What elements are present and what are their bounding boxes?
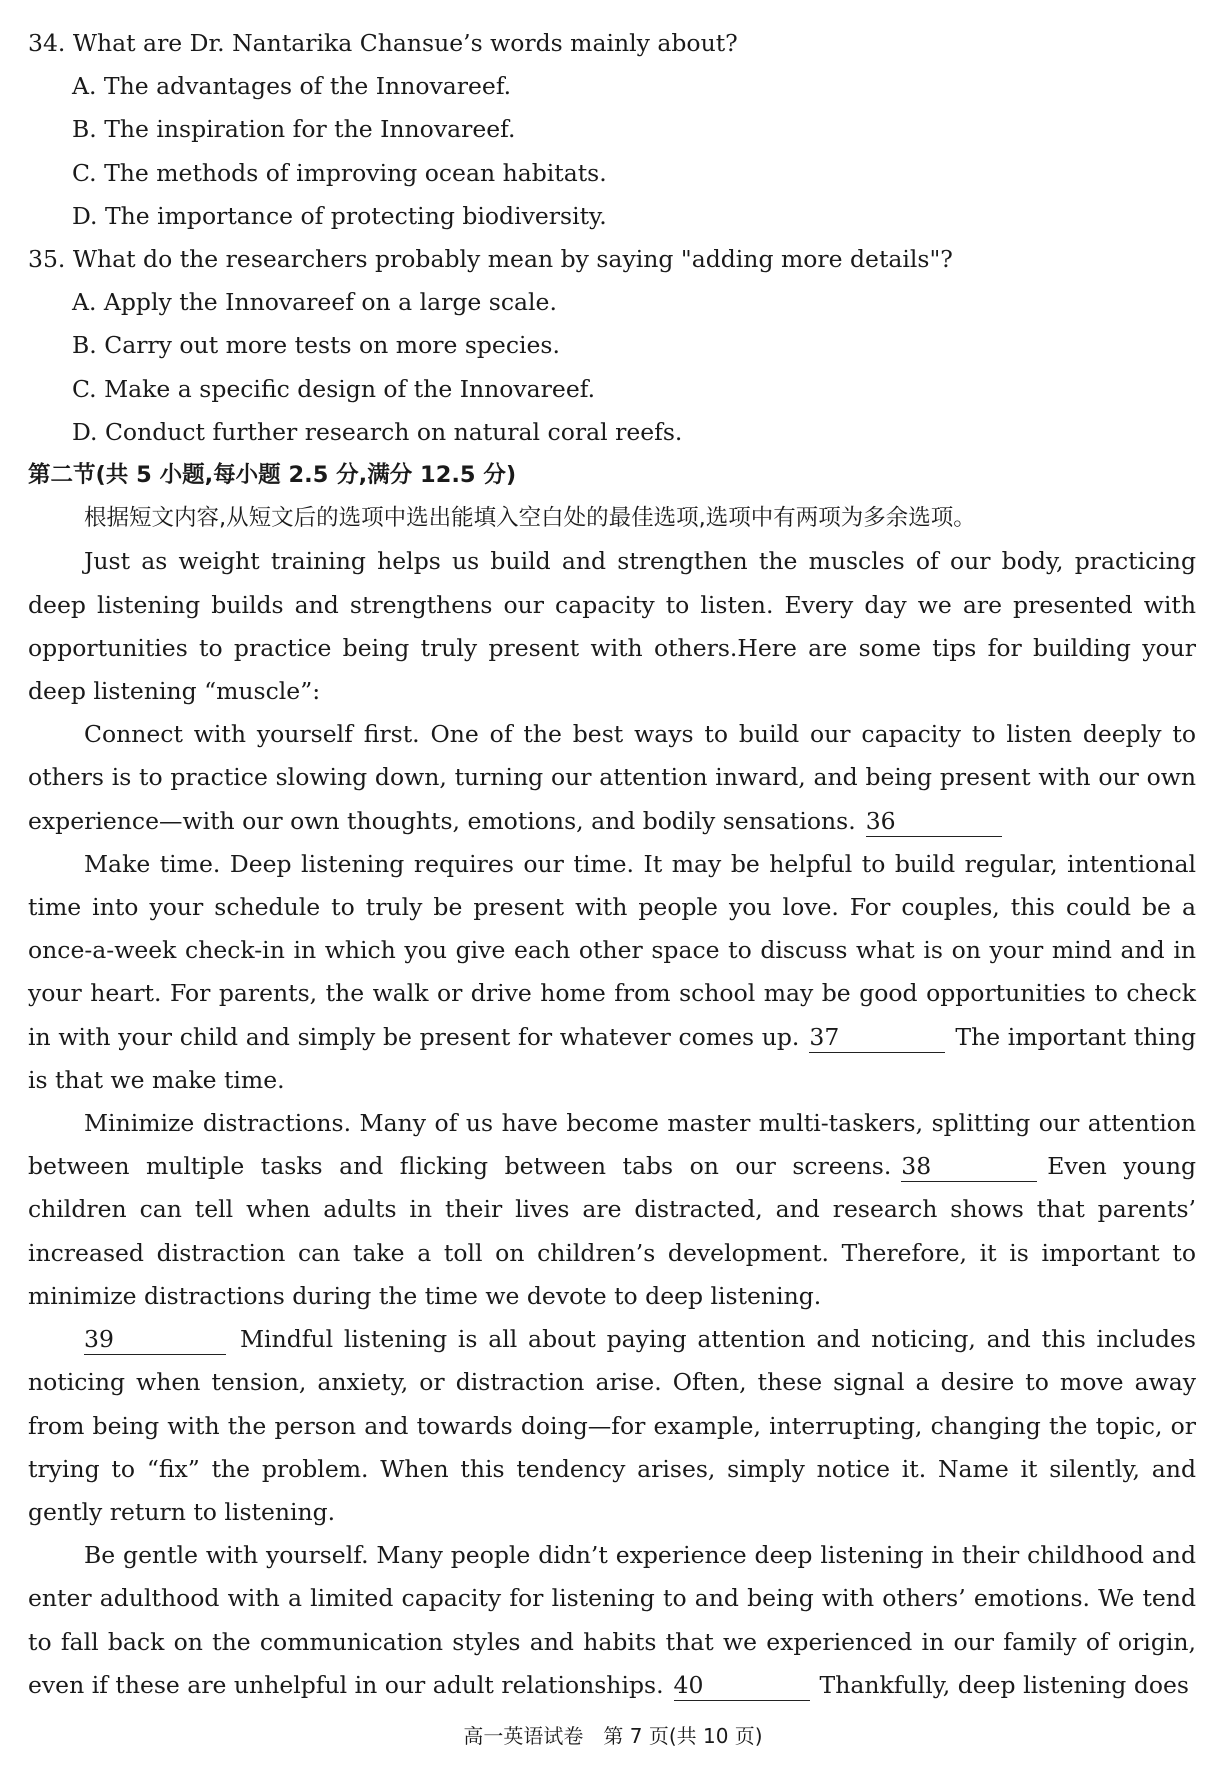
- question-35-option-c: C. Make a specific design of the Innovareef.: [72, 374, 596, 403]
- blank-39: 39: [84, 1324, 226, 1355]
- passage-paragraph-3: Make time. Deep listening requires our time. It may be helpful to build regular, intentional time into your schedule to truly be present with people you love. For couples, this could be a once-a-week check-in in which you give each other space to discuss what is on your mind and in your heart. For parents, the walk or drive home from school may be good opportunities to check in with your child and simply be present for whatever comes up. 37 The important thing is that we make time.: [28, 849, 1196, 1094]
- question-35-option-b: B. Carry out more tests on more species.: [72, 331, 560, 360]
- passage-paragraph-1: Just as weight training helps us build and strengthen the muscles of our body, practicing deep listening builds and strengthens our capacity to listen. Every day we are presented with opportunities to practice being truly present with others.Here are some tips for building your deep listening “muscle”:: [28, 547, 1196, 706]
- question-34-option-b: B. The inspiration for the Innovareef.: [72, 115, 516, 144]
- question-34-option-c: C. The methods of improving ocean habitats.: [72, 158, 607, 187]
- question-34-stem: 34. What are Dr. Nantarika Chansue’s words mainly about?: [28, 29, 738, 57]
- blank-36: 36: [866, 806, 1002, 837]
- question-35-option-d: D. Conduct further research on natural coral reefs.: [72, 417, 683, 446]
- blank-37: 37: [809, 1022, 945, 1053]
- question-34: [28, 22, 1196, 238]
- question-34-option-a: A. The advantages of the Innovareef.: [72, 72, 512, 101]
- passage-paragraph-2: Connect with yourself first. One of the best ways to build our capacity to listen deeply to others is to practice slowing down, turning our attention inward, and being present with our own experience—with our own thoughts, emotions, and bodily sensations. 36: [28, 720, 1196, 835]
- passage-paragraph-6: Be gentle with yourself. Many people didn’t experience deep listening in their childhood and enter adulthood with a limited capacity for listening to and being with others’ emotions. We tend to fall back on the communication styles and habits that we experienced in our family of origin, even if these are unhelpful in our adult relationships. 40 Thankfully, deep listening does: [28, 1541, 1196, 1699]
- passage-paragraph-5: 39 Mindful listening is all about paying attention and noticing, and this includes noticing when tension, anxiety, or distraction arise. Often, these signal a desire to move away from being with the person and towards doing—for example, interrupting, changing the topic, or trying to “fix” the problem. When this tendency arises, simply notice it. Name it silently, and gently return to listening.: [28, 1325, 1196, 1526]
- section-title: 第二节(共 5 小题,每小题 2.5 分,满分 12.5 分): [28, 462, 517, 489]
- question-34-option-d: D. The importance of protecting biodiversity.: [72, 201, 607, 230]
- question-35-option-a: A. Apply the Innovareef on a large scale.: [72, 288, 557, 317]
- passage-paragraph-4: Minimize distractions. Many of us have become master multi-taskers, splitting our attention between multiple tasks and flicking between tabs on our screens. 38 Even young children can tell when adults in their lives are distracted, and research shows that parents’ increased distraction can take a toll on children’s development. Therefore, it is important to minimize distractions during the time we devote to deep listening.: [28, 1109, 1196, 1310]
- page-footer: 高一英语试卷 第 7 页(共 10 页): [463, 1724, 763, 1748]
- section-instruction: 根据短文内容,从短文后的选项中选出能填入空白处的最佳选项,选项中有两项为多余选项。: [84, 505, 976, 532]
- question-35-stem: 35. What do the researchers probably mean by saying "adding more details"?: [28, 245, 953, 274]
- blank-38: 38: [901, 1151, 1037, 1182]
- passage: [28, 540, 1196, 1706]
- question-35: [28, 238, 1196, 454]
- blank-40: 40: [674, 1670, 810, 1701]
